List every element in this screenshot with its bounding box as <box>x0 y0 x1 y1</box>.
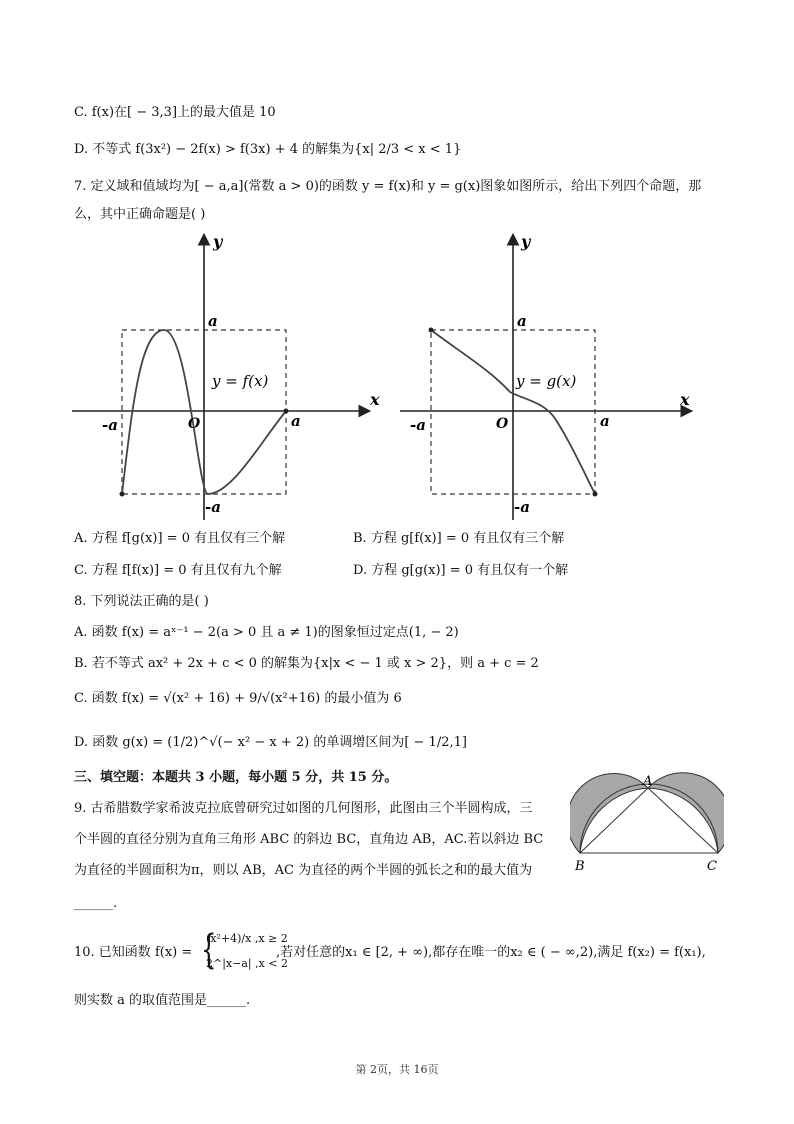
label-b: B <box>575 859 585 874</box>
q9-figure <box>570 770 724 876</box>
g-a-top-label: a <box>517 312 527 330</box>
graph-g <box>398 230 700 525</box>
g-x-label: x <box>680 390 690 409</box>
g-endpoint-left <box>429 328 434 333</box>
q9-answer-blank: ______. <box>74 896 118 911</box>
q10-suffix: ,若对任意的x₁ ∈ [2, + ∞),都存在唯一的x₂ ∈ ( − ∞,2),满足 f(x₂) = f(x₁), <box>276 945 706 960</box>
graph-f <box>70 230 390 525</box>
f-y-label: y <box>213 232 223 251</box>
q7-option-b: B. 方程 g[f(x)] = 0 有且仅有三个解 <box>353 531 565 546</box>
q9-line1: 9. 古希腊数学家希波克拉底曾研究过如图的几何图形，此图由三个半圆构成，三 <box>74 801 533 816</box>
q10-brace: { <box>201 927 217 973</box>
f-curve-label: y = f(x) <box>212 372 269 390</box>
f-a-right-label: a <box>291 412 301 430</box>
q6-option-d: D. 不等式 f(3x²) − 2f(x) > f(3x) + 4 的解集为{x| 2/3 < x < 1} <box>74 142 462 157</box>
q8-option-d: D. 函数 g(x) = (1/2)^√(− x² − x + 2) 的单调增区间为[ − 1/2,1] <box>74 735 467 750</box>
f-endpoint-left <box>120 492 125 497</box>
g-neg-a-left-label: -a <box>410 416 426 434</box>
section-3-heading: 三、填空题：本题共 3 小题，每小题 5 分，共 15 分。 <box>74 770 398 785</box>
g-origin-label: O <box>496 416 509 432</box>
f-endpoint-right <box>284 409 289 414</box>
label-a: A <box>643 774 653 789</box>
f-x-label: x <box>370 390 380 409</box>
q8-option-c: C. 函数 f(x) = √(x² + 16) + 9/√(x²+16) 的最小值为 6 <box>74 691 402 706</box>
q10-prefix: 10. 已知函数 f(x) = <box>74 945 193 960</box>
label-c: C <box>707 859 717 874</box>
f-a-top-label: a <box>208 312 218 330</box>
q7-option-c: C. 方程 f[f(x)] = 0 有且仅有九个解 <box>74 563 282 578</box>
q10-case-2: 2^|x−a| ,x < 2 <box>206 957 289 970</box>
q7-option-a: A. 方程 f[g(x)] = 0 有且仅有三个解 <box>74 531 286 546</box>
f-origin-label: O <box>188 416 201 432</box>
q9-line2: 个半圆的直径分别为直角三角形 ABC 的斜边 BC，直角边 AB，AC.若以斜边 BC <box>74 832 544 847</box>
q6-option-c: C. f(x)在[ − 3,3]上的最大值是 10 <box>74 105 276 120</box>
g-neg-a-bottom-label: -a <box>514 498 530 516</box>
q7-stem-line2: 么，其中正确命题是( ) <box>74 207 206 222</box>
g-y-label: y <box>521 232 531 251</box>
q8-option-b: B. 若不等式 ax² + 2x + c < 0 的解集为{x|x < − 1 或 x > 2}，则 a + c = 2 <box>74 656 539 671</box>
q7-option-d: D. 方程 g[g(x)] = 0 有且仅有一个解 <box>353 563 569 578</box>
g-a-right-label: a <box>600 412 610 430</box>
g-endpoint-right <box>593 492 598 497</box>
q9-line3: 为直径的半圆面积为π，则以 AB，AC 为直径的两个半圆的弧长之和的最大值为 <box>74 863 533 878</box>
q10-line2: 则实数 a 的取值范围是______. <box>74 993 251 1008</box>
page-footer: 第 2页，共 16页 <box>355 1063 439 1076</box>
g-curve-label: y = g(x) <box>516 372 577 390</box>
f-neg-a-bottom-label: -a <box>205 498 221 516</box>
q8-stem: 8. 下列说法正确的是( ) <box>74 594 209 609</box>
q10-case-1: (x²+4)/x ,x ≥ 2 <box>206 932 288 945</box>
q7-stem-line1: 7. 定义域和值域均为[ − a,a](常数 a > 0)的函数 y = f(x)和 y = g(x)图象如图所示，给出下列四个命题，那 <box>74 179 702 194</box>
f-neg-a-left-label: -a <box>102 416 118 434</box>
q8-option-a: A. 函数 f(x) = aˣ⁻¹ − 2(a > 0 且 a ≠ 1)的图象恒过定点(1, − 2) <box>74 625 459 640</box>
